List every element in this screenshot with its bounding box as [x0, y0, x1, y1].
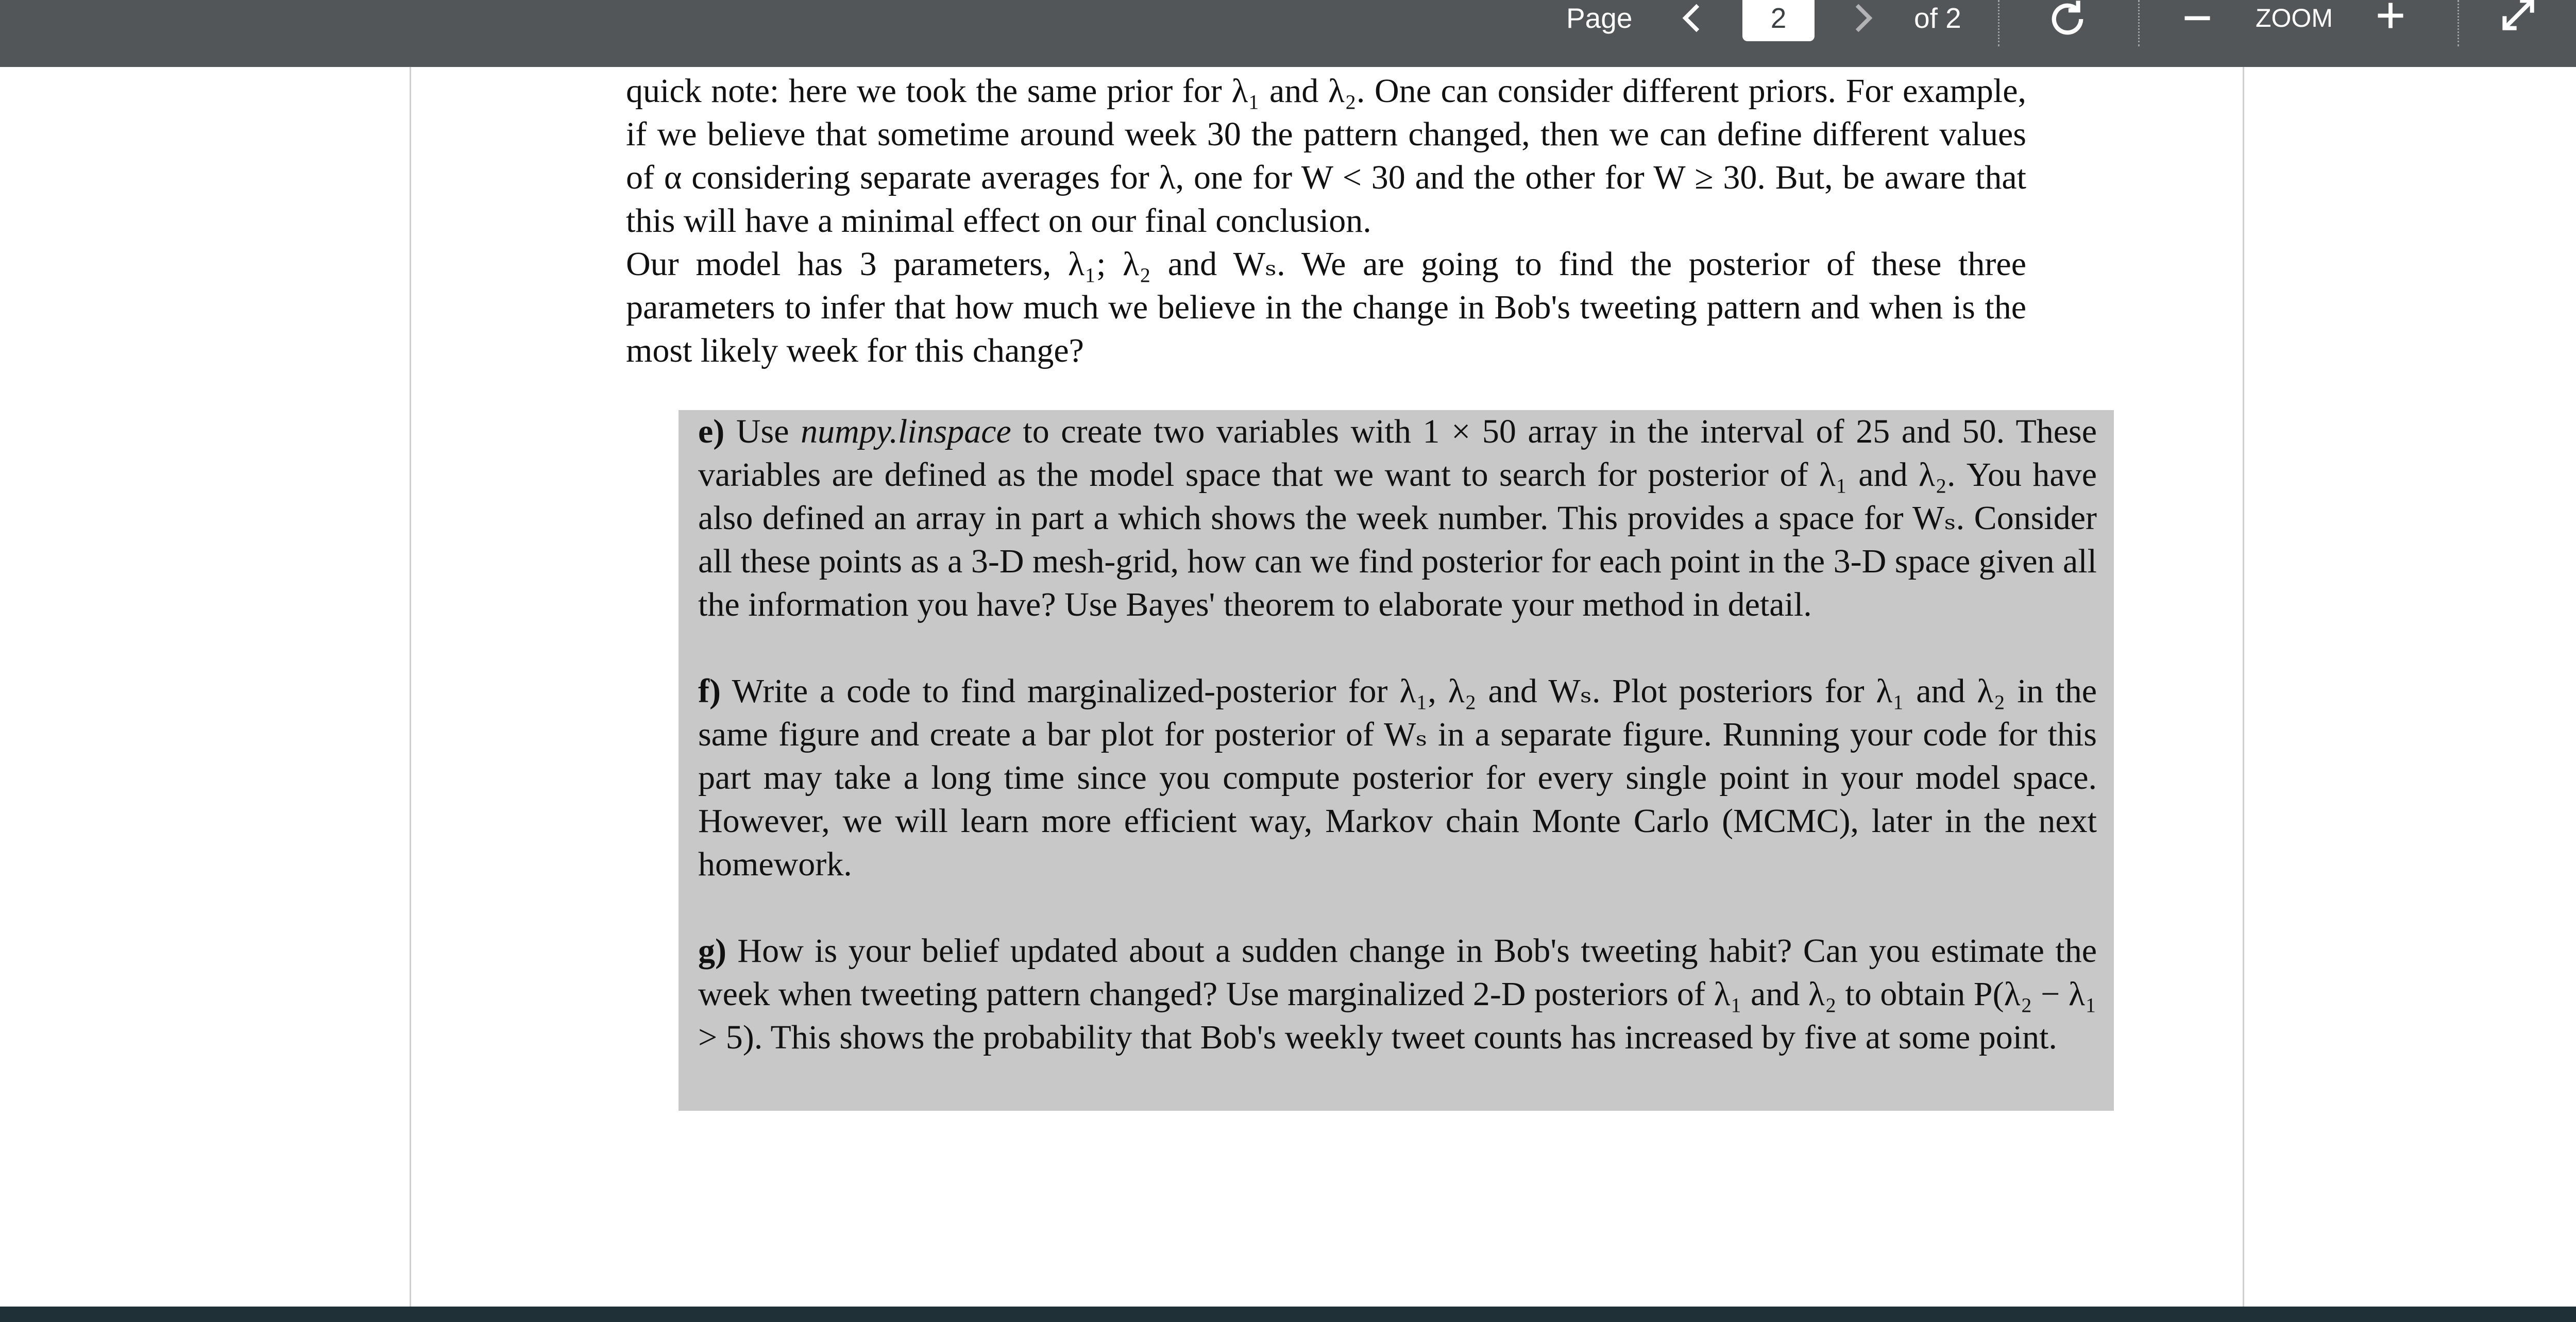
item-label: g) — [698, 932, 726, 970]
exercise-item-f — [698, 670, 2097, 886]
exercise-item-e — [698, 410, 2097, 626]
toolbar-divider — [1998, 0, 1999, 46]
item-pre: Use — [736, 413, 789, 450]
toolbar-divider — [2458, 0, 2459, 46]
function-name: numpy.linspace — [801, 413, 1011, 450]
toolbar-divider — [2138, 0, 2140, 46]
intro-paragraph: quick note: here we took the same prior for λ₁ and λ₂. One can consider different priors. For example, if we believe that sometime around week 30 the pattern changed, then we can define different values of α considering separate averages for λ, one for W < 30 and the other for W ≥ 30. But, be aware that this will have a minimal effect on our final conclusion. — [626, 72, 2026, 240]
plus-icon[interactable] — [2372, 0, 2409, 33]
page-label: Page — [1566, 2, 1633, 34]
chevron-left-icon[interactable] — [1674, 0, 1710, 36]
document-intro — [626, 70, 2026, 372]
item-text: Write a code to find marginalized-posterior for λ₁, λ₂ and Wₛ. Plot posteriors for λ₁ and λ₂ in the same figure and create a bar plot for posterior of Wₛ in a separate figure. Running your code for this part may take a long time since you compute posterior for every single point in your model space. However, we will learn more efficient way, Markov chain Monte Carlo (MCMC), later in the next homework. — [698, 672, 2097, 883]
exercise-box — [679, 410, 2114, 1111]
page-total-label: of 2 — [1914, 2, 1961, 34]
background-window-bottom — [0, 1307, 2576, 1322]
item-text: How is your belief updated about a sudden change in Bob's tweeting habit? Can you estimate the week when tweeting pattern changed? Use marginalized 2-D posteriors of λ₁ and λ₂ to obtain P(λ₂ − λ₁ > 5). This shows the probability that Bob's weekly tweet counts has increased by five at some point. — [698, 932, 2097, 1056]
item-text: to create two variables with 1 × 50 array in the interval of 25 and 50. These variables are defined as the model space that we want to search for posterior of λ₁ and λ₂. You have also defined an array in part a which shows the week number. This provides a space for Wₛ. Consider all these points as a 3-D mesh-grid, how can we find posterior for each point in the 3-D space given all the information you have? Use Bayes' theorem to elaborate your method in detail. — [698, 413, 2097, 623]
item-label: e) — [698, 413, 725, 450]
exercise-item-g — [698, 929, 2097, 1059]
pdf-toolbar — [0, 0, 2576, 67]
fullscreen-icon[interactable] — [2498, 0, 2539, 35]
zoom-label: ZOOM — [2256, 4, 2333, 32]
page-number-input[interactable] — [1742, 0, 1815, 41]
intro-paragraph: Our model has 3 parameters, λ₁; λ₂ and Wₛ. We are going to find the posterior of these three parameters to infer that how much we believe in the change in Bob's tweeting pattern and when is the most likely week for this change? — [626, 245, 2026, 369]
rotate-icon[interactable] — [2044, 0, 2091, 42]
minus-icon[interactable] — [2179, 0, 2215, 36]
item-label: f) — [698, 672, 721, 710]
chevron-right-icon[interactable] — [1844, 0, 1880, 36]
